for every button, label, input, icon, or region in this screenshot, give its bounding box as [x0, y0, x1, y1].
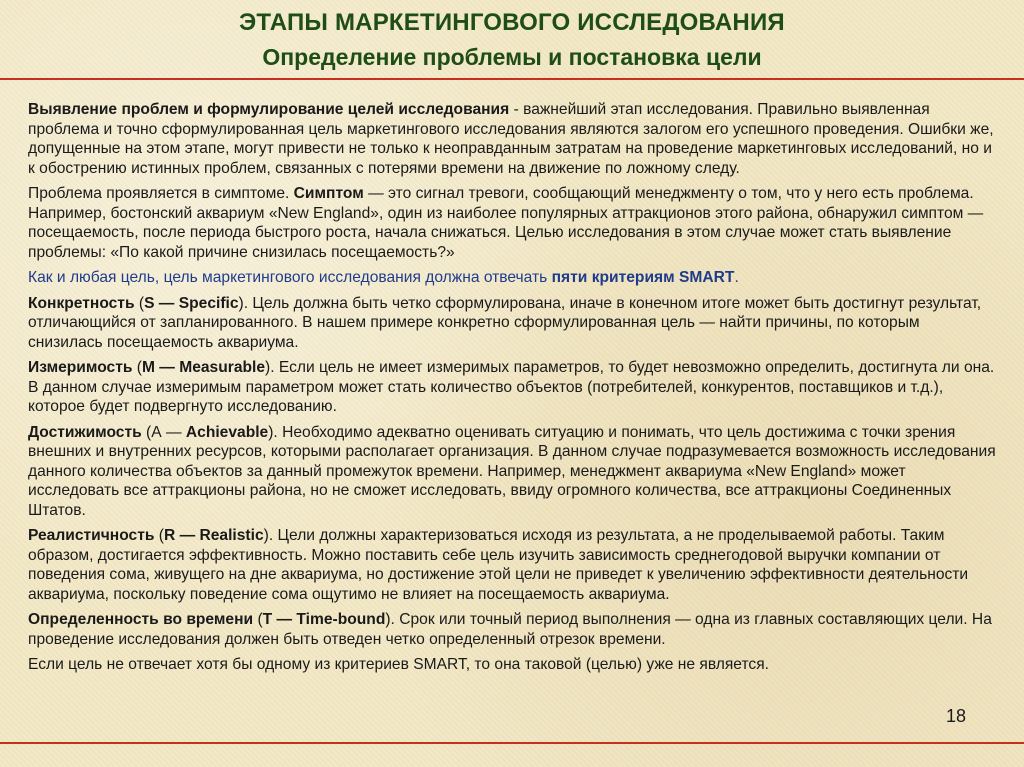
realistic-text: ). Цели должны характеризоваться исходя из результата, а не проделываемой работы. Таким образом, достигается эффективность. Можно поставить себе цель изучить зависимость среднегодовой выручки компании от поведения сома, живущего на дне аквариума, но достижение этой цели не приведет к увеличению эффективности деятельности аквариума, поскольку поведение сома ощутимо не влияет на посещаемость аквариума.	[28, 527, 969, 603]
intro-heading: Выявление проблем и формулирование целей исследования	[28, 101, 510, 118]
measurable-letter: M — Measurable	[141, 359, 266, 376]
symptom-text: — это сигнал тревоги, сообщающий менеджменту о том, что у него есть проблема. Например, бостонский аквариум «New England», один из наиболее популярных аттракционов этого района, обнаружил симптом — посещаемость, после периода быстрого роста, начала снижаться. Целью исследования в этом случае может стать выявление проблемы: «По какой причине снизилась посещаемость?»	[28, 185, 984, 261]
achievable-term: Достижимость	[28, 423, 142, 441]
symptom-term: Симптом	[293, 185, 364, 202]
achievable-mid: (А —	[141, 423, 186, 441]
slide-title: ЭТАПЫ МАРКЕТИНГОВОГО ИССЛЕДОВАНИЯ	[239, 9, 785, 36]
title-block	[0, 8, 1024, 72]
paragraph-conclusion	[28, 655, 998, 675]
page-number: 18	[945, 706, 966, 726]
title-divider	[0, 78, 1024, 80]
specific-term: Конкретность	[28, 294, 135, 312]
time-bound-mid: (	[253, 611, 263, 628]
slide-subtitle: Определение проблемы и постановка цели	[262, 44, 762, 70]
footer-divider	[0, 742, 1024, 744]
paragraph-specific	[28, 294, 998, 353]
paragraph-realistic	[28, 526, 998, 604]
paragraph-intro	[28, 100, 998, 178]
achievable-letter: Achievable	[185, 423, 269, 441]
measurable-term: Измеримость	[28, 359, 133, 376]
specific-mid: (	[134, 294, 145, 312]
time-bound-term: Определенность во времени	[28, 611, 254, 628]
slide-body	[28, 100, 998, 681]
measurable-text: ). Если цель не имеет измеримых параметров, то будет невозможно определить, достигнута ли она. В данном случае измеримым параметром может стать количество объектов (потребителей, конкурентов, поставщиков и т.д.), которое будет подвергнуто исследованию.	[28, 359, 995, 415]
time-bound-letter: T — Time-bound	[262, 611, 386, 628]
smart-intro-end: .	[734, 269, 739, 286]
paragraph-symptom	[28, 184, 998, 262]
realistic-term: Реалистичность	[28, 527, 155, 544]
symptom-pre: Проблема проявляется в симптоме.	[28, 185, 294, 202]
specific-text: ). Цель должна быть четко сформулирована, иначе в конечном итоге может быть достигнут результат, отличающийся от запланированного. В нашем примере конкретно сформулированная цель — найти причины, по которым снизилась посещаемость аквариума.	[28, 294, 982, 351]
paragraph-smart-intro	[28, 268, 998, 288]
realistic-letter: R — Realistic	[163, 527, 264, 544]
time-bound-text: ). Срок или точный период выполнения — одна из главных составляющих цели. На проведение исследования должен быть отведен четко определенный отрезок времени.	[28, 611, 992, 648]
paragraph-achievable	[28, 423, 998, 521]
paragraph-measurable	[28, 358, 998, 417]
paragraph-time-bound	[28, 610, 998, 649]
smart-intro-text: Как и любая цель, цель маркетингового исследования должна отвечать	[28, 269, 552, 286]
realistic-mid: (	[154, 527, 164, 544]
measurable-mid: (	[132, 359, 142, 376]
achievable-text: ). Необходимо адекватно оценивать ситуацию и понимать, что цель достижима с точки зрения внешних и внутренних ресурсов, которыми располагает организация. В данном случае подразумевается возможность исследования данного количества объектов за данный промежуток времени. Например, менеджмент аквариума «New England» может исследовать все аттракционы района, но не сможет исследовать, ввиду огромного количества, все аттракционы Соединенных Штатов.	[28, 423, 996, 519]
conclusion-text: Если цель не отвечает хотя бы одному из критериев SMART, то она таковой (целью) уже не является.	[28, 656, 770, 673]
intro-text: - важнейший этап исследования. Правильно выявленная проблема и точно сформулированная цель маркетингового исследования являются залогом его успешного проведения. Ошибки же, допущенные на этом этапе, могут привести не только к неоправданным затратам на проведение маркетинговых исследований, но и к обострению истинных проблем, связанных с потерями времени на движение по ложному следу.	[28, 101, 994, 177]
specific-letter: S — Specific	[144, 294, 239, 312]
smart-criteria-term: пяти критериям SMART	[551, 269, 735, 286]
